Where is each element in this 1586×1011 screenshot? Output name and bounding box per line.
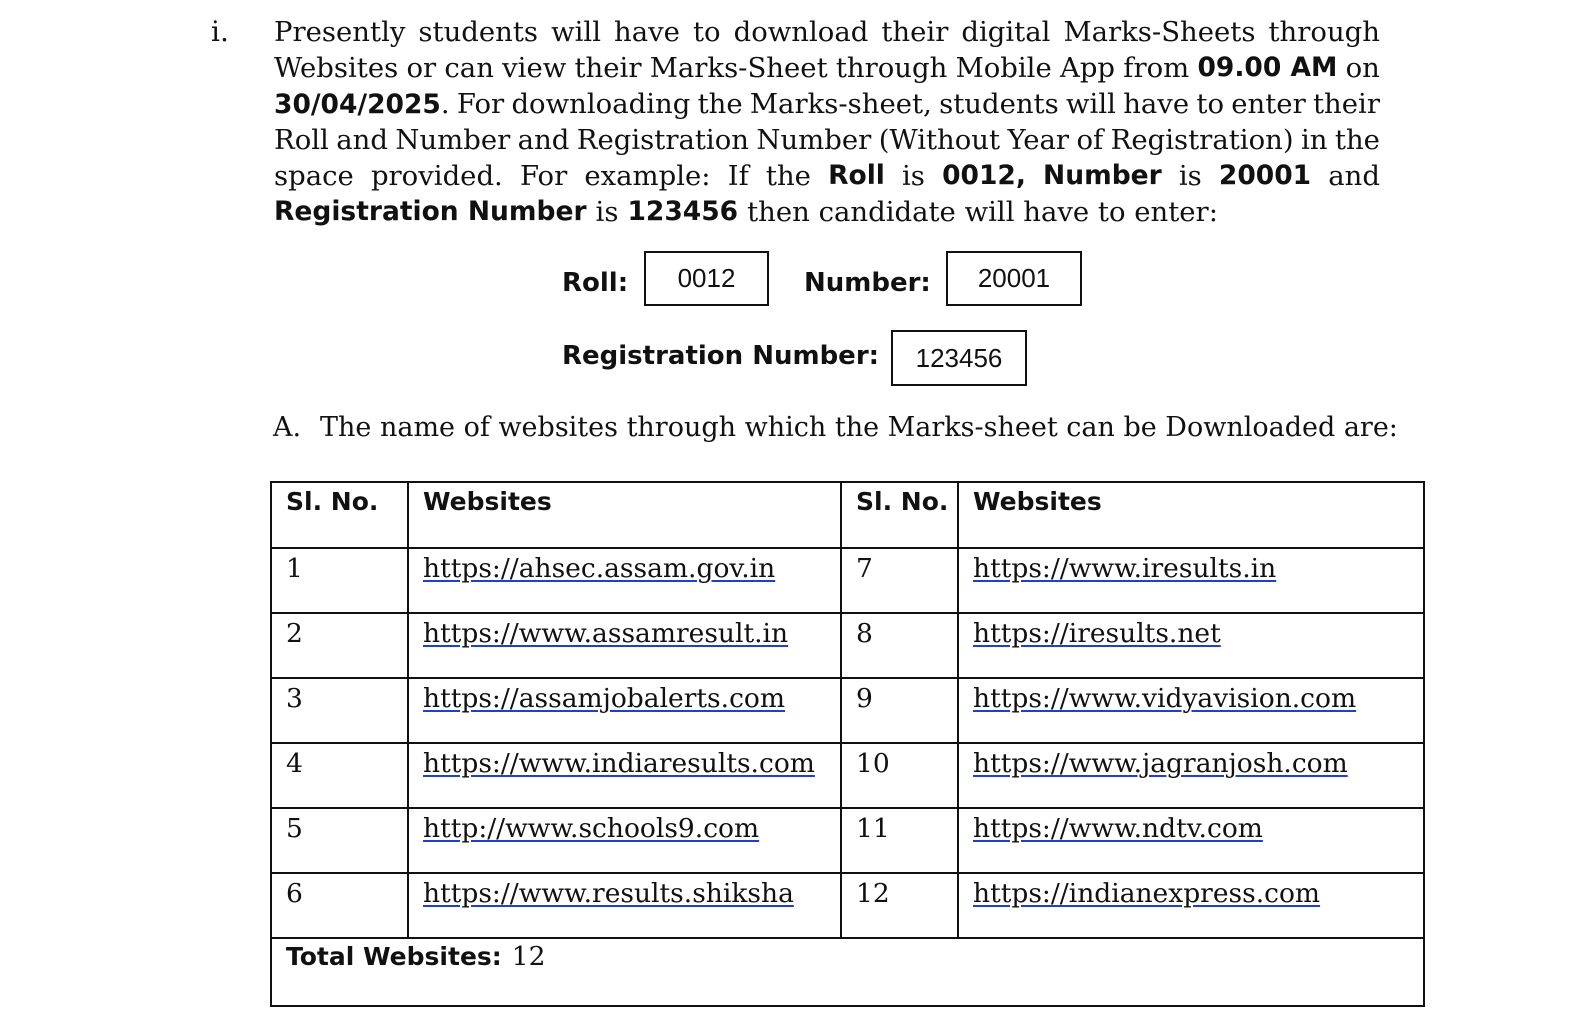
word: Mobile — [955, 52, 1052, 84]
serial-number: 10 — [841, 743, 958, 808]
word: will — [551, 16, 602, 48]
column-header-sl-no: Sl. No. — [841, 482, 958, 548]
word: is — [595, 196, 619, 228]
word: Number — [756, 124, 872, 156]
serial-number: 2 — [271, 613, 408, 678]
word: is — [902, 160, 925, 192]
word: of — [1076, 124, 1104, 156]
website-cell — [408, 808, 841, 873]
website-cell — [958, 613, 1424, 678]
table-header-row — [271, 482, 1424, 548]
website-cell — [958, 808, 1424, 873]
roll-field: 0012 — [644, 251, 769, 306]
word: If — [727, 160, 749, 192]
word: and — [517, 124, 570, 156]
website-cell — [408, 678, 841, 743]
word: on — [1345, 52, 1380, 84]
word: their — [1313, 88, 1380, 120]
website-cell — [408, 873, 841, 938]
word: the — [1334, 124, 1380, 156]
registration-example-value: 123456 — [627, 196, 739, 227]
word: to — [1196, 88, 1224, 120]
table-row — [271, 743, 1424, 808]
word: For — [456, 88, 505, 120]
roll-label: Roll: — [562, 268, 629, 298]
column-header-websites: Websites — [408, 482, 841, 548]
word: Marks-Sheet — [649, 52, 828, 84]
word: students — [939, 88, 1059, 120]
website-cell — [958, 743, 1424, 808]
column-header-sl-no: Sl. No. — [271, 482, 408, 548]
start-date: 30/04/2025 — [274, 89, 441, 120]
instruction-paragraph — [274, 14, 1380, 230]
word: provided. — [370, 160, 503, 192]
serial-number: 6 — [271, 873, 408, 938]
serial-number: 11 — [841, 808, 958, 873]
section-marker: A. — [273, 412, 302, 443]
word: space — [274, 160, 354, 192]
website-cell — [958, 678, 1424, 743]
instruction-line-6 — [274, 194, 1380, 230]
word: students — [418, 16, 539, 48]
word: Year — [1007, 124, 1070, 156]
word: Roll — [274, 124, 329, 156]
website-link[interactable]: https://www.vidyavision.com — [973, 683, 1357, 714]
website-link[interactable]: https://indianexpress.com — [973, 878, 1321, 909]
start-time: 09.00 AM — [1197, 52, 1338, 83]
serial-number: 9 — [841, 678, 958, 743]
word: have — [1123, 88, 1190, 120]
website-cell — [408, 548, 841, 613]
instruction-line-3 — [274, 86, 1380, 122]
table-row — [271, 548, 1424, 613]
word: can — [444, 52, 494, 84]
website-link[interactable]: https://assamjobalerts.com — [423, 683, 785, 714]
website-cell — [408, 743, 841, 808]
word: download — [733, 16, 869, 48]
table-row — [271, 808, 1424, 873]
website-cell — [958, 548, 1424, 613]
word: Presently — [274, 16, 406, 48]
number-term: Number — [1043, 160, 1162, 191]
word: and — [336, 124, 388, 156]
word: digital — [961, 16, 1051, 48]
roll-term: Roll — [828, 160, 885, 191]
website-link[interactable]: http://www.schools9.com — [423, 813, 760, 844]
table-row — [271, 613, 1424, 678]
word: the — [765, 160, 811, 192]
registration-field: 123456 — [891, 330, 1027, 386]
serial-number: 12 — [841, 873, 958, 938]
websites-table — [270, 481, 1425, 1007]
total-cell — [271, 938, 1424, 1006]
website-link[interactable]: https://www.iresults.in — [973, 553, 1277, 584]
word: have — [614, 16, 680, 48]
word: Registration) — [1110, 124, 1294, 156]
word: or — [406, 52, 437, 84]
word: Registration — [576, 124, 749, 156]
word: Number — [395, 124, 511, 156]
website-link[interactable]: https://www.results.shiksha — [423, 878, 794, 909]
section-a-heading — [273, 408, 1398, 448]
instruction-line-1 — [274, 14, 1380, 50]
word: view — [502, 52, 567, 84]
list-item-marker: i. — [211, 15, 229, 48]
website-link[interactable]: https://www.assamresult.in — [423, 618, 789, 649]
website-cell — [958, 873, 1424, 938]
line-tail: then candidate will have to enter: — [747, 196, 1218, 228]
word: is — [1178, 160, 1202, 192]
roll-example-value: 0012, — [942, 160, 1026, 191]
word: the — [697, 88, 743, 120]
registration-label: Registration Number: — [562, 341, 880, 371]
website-link[interactable]: https://www.ndtv.com — [973, 813, 1263, 844]
instruction-line-4 — [274, 122, 1380, 158]
instruction-line-2 — [274, 50, 1380, 86]
word: through — [835, 52, 948, 84]
word: Marks-Sheets — [1063, 16, 1256, 48]
total-websites-label: Total Websites: — [286, 942, 502, 971]
serial-number: 3 — [271, 678, 408, 743]
number-example-value: 20001 — [1218, 160, 1312, 191]
total-websites-value: 12 — [511, 941, 546, 972]
word: (Without — [878, 124, 1001, 156]
table-row — [271, 678, 1424, 743]
word: in — [1300, 124, 1328, 156]
website-link[interactable]: https://www.jagranjosh.com — [973, 748, 1348, 779]
word: For — [519, 160, 568, 192]
word: enter — [1231, 88, 1306, 120]
start-date-group: 30/04/2025. — [274, 88, 450, 120]
serial-number: 5 — [271, 808, 408, 873]
word: example: — [584, 160, 711, 192]
website-link[interactable]: https://ahsec.assam.gov.in — [423, 553, 776, 584]
word: their — [574, 52, 642, 84]
registration-term: Registration Number — [274, 196, 587, 227]
number-label: Number: — [804, 268, 931, 298]
word: through — [1268, 16, 1380, 48]
serial-number: 1 — [271, 548, 408, 613]
website-cell — [408, 613, 841, 678]
table-row — [271, 873, 1424, 938]
instruction-line-5 — [274, 158, 1380, 194]
section-text: The name of websites through which the Marks-sheet can be Downloaded are: — [320, 412, 1398, 443]
number-field: 20001 — [946, 251, 1082, 306]
word: downloading — [511, 88, 691, 120]
word: and — [1328, 160, 1380, 192]
word: App — [1059, 52, 1116, 84]
word: Marks-sheet, — [749, 88, 932, 120]
serial-number: 7 — [841, 548, 958, 613]
website-link[interactable]: https://iresults.net — [973, 618, 1221, 649]
website-link[interactable]: https://www.indiaresults.com — [423, 748, 815, 779]
serial-number: 8 — [841, 613, 958, 678]
column-header-websites: Websites — [958, 482, 1424, 548]
word: to — [692, 16, 721, 48]
word: Websites — [274, 52, 399, 84]
word: their — [881, 16, 949, 48]
word: from — [1123, 52, 1190, 84]
total-row — [271, 938, 1424, 1006]
serial-number: 4 — [271, 743, 408, 808]
word: will — [1066, 88, 1116, 120]
